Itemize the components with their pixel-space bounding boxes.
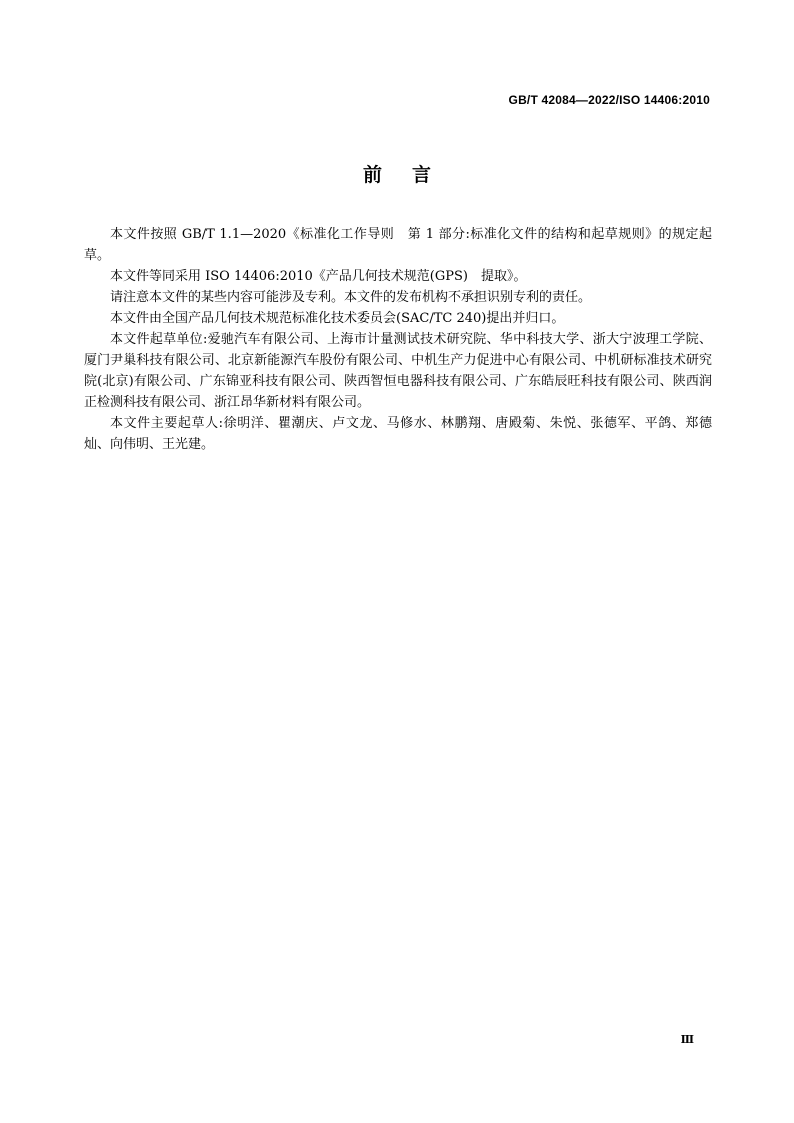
standard-code: GB/T 42084—2022/ISO 14406:2010 <box>508 93 710 107</box>
paragraph-patent-notice: 请注意本文件的某些内容可能涉及专利。本文件的发布机构不承担识别专利的责任。 <box>110 290 592 305</box>
page-number: Ⅲ <box>680 1033 694 1046</box>
document-body <box>84 224 712 455</box>
paragraph-drafters: 本文件主要起草人:徐明洋、瞿潮庆、卢文龙、马修水、林鹏翔、唐殿菊、朱悦、张德军、平鸽、郑德灿、向伟明、王光建。 <box>84 416 712 452</box>
page-title: 前言 <box>362 164 461 186</box>
paragraph-drafting-units: 本文件起草单位:爱驰汽车有限公司、上海市计量测试技术研究院、华中科技大学、浙大宁波理工学院、厦门尹巢科技有限公司、北京新能源汽车股份有限公司、中机生产力促进中心有限公司、中机研标准技术研究院(北京)有限公司、广东锦亚科技有限公司、陕西智恒电器科技有限公司、广东皓辰旺科技有限公司、陕西润正检测科技有限公司、浙江昂华新材料有限公司。 <box>84 332 712 410</box>
paragraph-committee: 本文件由全国产品几何技术规范标准化技术委员会(SAC/TC 240)提出并归口。 <box>110 311 565 326</box>
paragraph-iso-adoption: 本文件等同采用 ISO 14406:2010《产品几何技术规范(GPS) 提取》。 <box>110 269 527 284</box>
paragraph-drafting-rules: 本文件按照 GB/T 1.1—2020《标准化工作导则 第 1 部分:标准化文件的结构和起草规则》的规定起草。 <box>84 227 712 263</box>
